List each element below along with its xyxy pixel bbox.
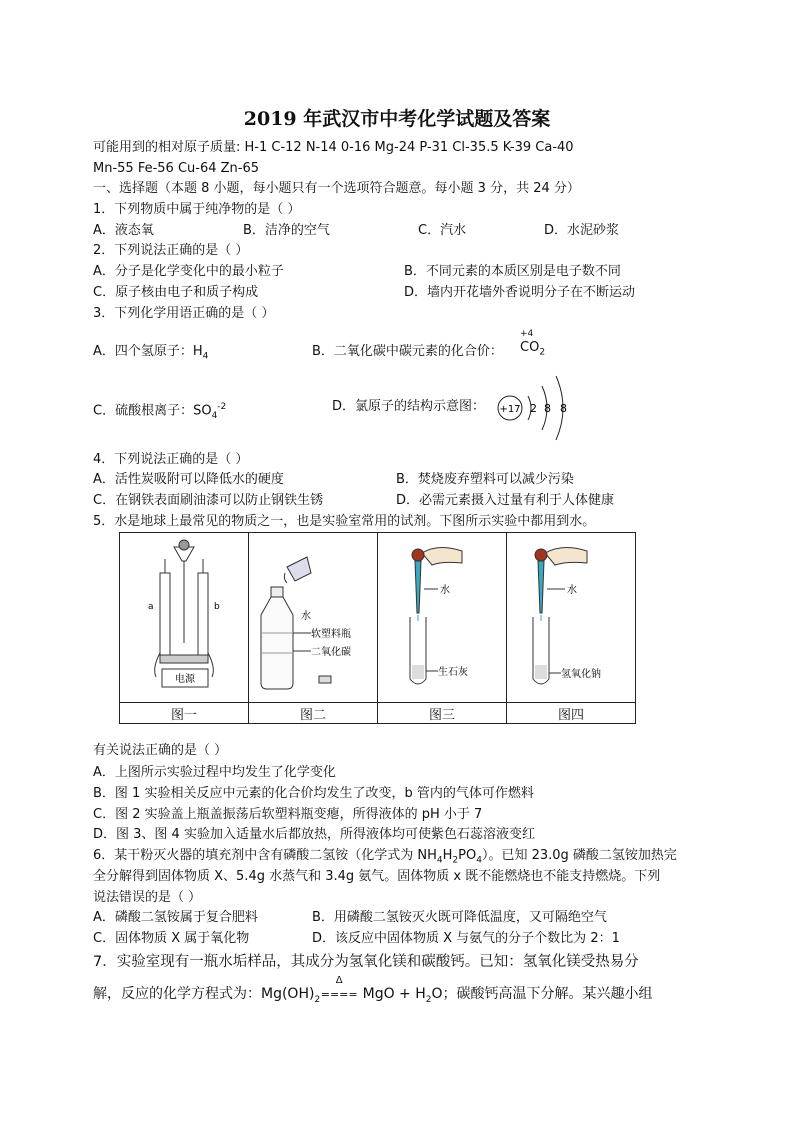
fig2-co2-label: 二氧化碳 <box>311 647 351 658</box>
q1-stem: 1．下列物质中属于纯净物的是（ ） <box>93 202 301 217</box>
section-heading: 一、选择题（本题 8 小题，每小题只有一个选项符合题意。每小题 3 分，共 24 分） <box>93 181 580 196</box>
figure-2-cell <box>249 533 378 703</box>
q2-option-b: B．不同元素的本质区别是电子数不同 <box>404 264 621 279</box>
q5-option-b: B．图 1 实验相关反应中元素的化合价均发生了改变，b 管内的气体可作燃料 <box>93 786 534 801</box>
atomic-mass-line-2: Mn-55 Fe-56 Cu-64 Zn-65 <box>93 161 260 176</box>
q6-stem-line-1: 6．某干粉灭火器的填充剂中含有磷酸二氢铵（化学式为 $NH_4H_2PO_4$）。已知 23.0g 磷酸二氢铵加热完 <box>93 848 677 866</box>
tube-b-label: b <box>214 602 220 612</box>
shell-1-count: 2 <box>530 402 537 415</box>
equation-bar: ==== <box>320 988 358 1001</box>
figure-4-cell <box>507 533 636 703</box>
q4-option-a: A．活性炭吸附可以降低水的硬度 <box>93 472 284 487</box>
q3-stem: 3．下列化学用语正确的是（ ） <box>93 306 275 321</box>
q1-option-a: A．液态氧 <box>93 223 154 238</box>
figure-1-caption: 图一 <box>120 703 249 724</box>
q5-stem: 5．水是地球上最常见的物质之一，也是实验室常用的试剂。下图所示实验中都用到水。 <box>93 514 596 529</box>
q4-option-d: D．必需元素摄入过量有利于人体健康 <box>396 493 615 508</box>
heat-symbol: Δ <box>335 975 343 986</box>
q7-stem-line-1: 7．实验室现有一瓶水垢样品，其成分为氢氧化镁和碳酸钙。已知：氢氧化镁受热易分 <box>93 954 639 970</box>
q3-co2-formula: $CO_2$ <box>520 340 546 358</box>
q3-option-b: B．二氧化碳中碳元素的化合价： <box>312 344 503 359</box>
plastic-bottle-apparatus <box>249 533 377 698</box>
fig3-water-label: 水 <box>440 585 450 596</box>
q6-option-b: B．用磷酸二氢铵灭火既可降低温度，又可隔绝空气 <box>312 910 607 925</box>
q2-option-c: C．原子核由电子和质子构成 <box>93 285 259 300</box>
q2-option-d: D．墙内开花墙外香说明分子在不断运动 <box>404 285 636 300</box>
electrolysis-apparatus <box>120 533 248 698</box>
fig4-water-label: 水 <box>567 585 577 596</box>
q5-option-a: A．上图所示实验过程中均发生了化学变化 <box>93 765 336 780</box>
q3-valence-sup: +4 <box>520 329 534 339</box>
q2-option-a: A．分子是化学变化中的最小粒子 <box>93 264 284 279</box>
figure-3-cell <box>378 533 507 703</box>
power-label: 电源 <box>175 674 195 685</box>
shell-2-count: 8 <box>544 402 551 415</box>
q4-option-c: C．在钢铁表面刷油漆可以防止钢铁生锈 <box>93 493 324 508</box>
q5-figure-table <box>119 532 636 724</box>
q6-stem-line-2: 全分解得到固体物质 X、5.4g 水蒸气和 3.4g 氨气。固体物质 x 既不能燃烧也不能支持燃烧。下列 <box>93 869 661 884</box>
q2-stem: 2．下列说法正确的是（ ） <box>93 243 249 258</box>
q7-stem-line-2: 解，反应的化学方程式为：$Mg(OH)_2$ Δ ==== MgO + $H_2O$；碳酸钙高温下分解。某兴趣小组 <box>93 984 653 1010</box>
figure-3-caption: 图三 <box>378 703 507 724</box>
q4-option-b: B．焚烧废弃塑料可以减少污染 <box>396 472 574 487</box>
atomic-mass-line-1: 可能用到的相对原子质量: H-1 C-12 N-14 0-16 Mg-24 P-31 Cl-35.5 K-39 Ca-40 <box>93 140 574 155</box>
figure-2-caption: 图二 <box>249 703 378 724</box>
shell-3-count: 8 <box>560 402 567 415</box>
q6-stem-line-3: 说法错误的是（ ） <box>93 890 202 905</box>
q5-ask: 有关说法正确的是（ ） <box>93 743 228 758</box>
sodium-hydroxide-apparatus <box>507 533 635 698</box>
quicklime-apparatus <box>378 533 506 698</box>
fig2-water-label: 水 <box>301 611 311 622</box>
q3-option-c: C．硫酸根离子：$SO_4^{-2}$ <box>93 402 227 421</box>
page-title: 2019 年武汉市中考化学试题及答案 <box>243 108 551 130</box>
q3-option-a: A．四个氢原子：$H_4$ <box>93 344 209 362</box>
q1-option-d: D．水泥砂浆 <box>544 223 620 238</box>
tube-a-label: a <box>148 602 154 612</box>
nucleus-label: +17 <box>499 404 521 415</box>
fig4-naoh-label: 氢氧化钠 <box>561 669 601 680</box>
q4-stem: 4．下列说法正确的是（ ） <box>93 452 249 467</box>
q1-option-c: C．汽水 <box>418 223 467 238</box>
q1-option-b: B．洁净的空气 <box>243 223 330 238</box>
q6-option-d: D．该反应中固体物质 X 与氨气的分子个数比为 2：1 <box>312 931 620 946</box>
figure-4-caption: 图四 <box>507 703 636 724</box>
chlorine-atom-diagram <box>494 372 584 444</box>
fig3-lime-label: 生石灰 <box>438 667 468 678</box>
q5-option-c: C．图 2 实验盖上瓶盖振荡后软塑料瓶变瘪，所得液体的 pH 小于 7 <box>93 807 483 822</box>
q3-option-d: D．氯原子的结构示意图： <box>332 399 486 414</box>
q6-option-c: C．固体物质 X 属于氧化物 <box>93 931 250 946</box>
q5-option-d: D．图 3、图 4 实验加入适量水后都放热，所得液体均可使紫色石蕊溶液变红 <box>93 827 535 842</box>
fig2-bottle-label: 软塑料瓶 <box>311 629 351 640</box>
q6-option-a: A．磷酸二氢铵属于复合肥料 <box>93 910 258 925</box>
figure-1-cell <box>120 533 249 703</box>
